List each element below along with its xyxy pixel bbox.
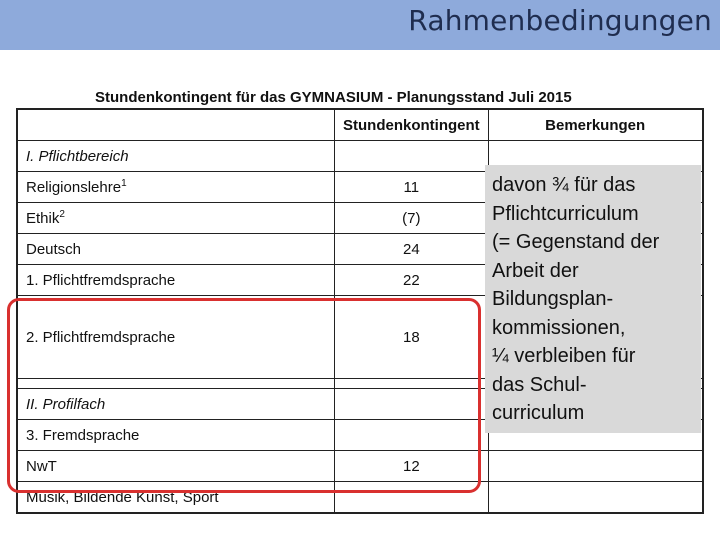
hours-cell: (7): [335, 203, 489, 234]
section-label: II. Profilfach: [17, 389, 335, 420]
subject-cell: NwT: [17, 451, 335, 482]
hours-cell: 12: [335, 451, 489, 482]
slide-title: Rahmenbedingungen: [408, 4, 712, 37]
subject-cell: Deutsch: [17, 234, 335, 265]
hours-cell: 24: [335, 234, 489, 265]
subject-cell: 1. Pflichtfremdsprache: [17, 265, 335, 296]
hours-cell: 11: [335, 172, 489, 203]
annotation-line: Arbeit der: [492, 259, 579, 282]
annotation-line: das Schul-: [492, 373, 587, 396]
annotation-box: [485, 165, 701, 433]
highlight-frame: [7, 298, 481, 493]
remarks-cell: [488, 482, 703, 514]
subject-cell: Ethik$^2$: [17, 203, 335, 234]
column-header-subject: [17, 109, 335, 141]
annotation-line: curriculum: [492, 402, 585, 424]
subject-cell: 2. Pflichtfremdsprache: [17, 296, 335, 379]
table-header-row: [17, 109, 703, 141]
annotation-line: Pflichtcurriculum: [492, 202, 639, 225]
hours-cell: 22: [335, 265, 489, 296]
annotation-line: (= Gegenstand der: [492, 231, 660, 253]
subject-cell: 3. Fremdsprache: [17, 420, 335, 451]
column-header-stundenkontingent: Stundenkontingent: [335, 109, 489, 141]
annotation-line: davon ¾ für das: [492, 174, 636, 196]
hours-cell: 18: [335, 296, 489, 379]
section-label: I. Pflichtbereich: [17, 141, 335, 172]
subject-cell: Religionslehre$^1$: [17, 172, 335, 203]
annotation-line: ¼ verbleiben für: [492, 345, 636, 367]
column-header-bemerkungen: Bemerkungen: [488, 109, 703, 141]
document-title: Stundenkontingent für das GYMNASIUM - Planungsstand Juli 2015: [95, 89, 572, 106]
subject-cell: Musik, Bildende Kunst, Sport: [17, 482, 335, 514]
footnote-marker: 1: [121, 178, 127, 189]
remarks-cell: [488, 451, 703, 482]
annotation-line: kommissionen,: [492, 316, 626, 339]
footnote-marker: 2: [59, 209, 65, 220]
annotation-line: Bildungsplan-: [492, 288, 614, 310]
